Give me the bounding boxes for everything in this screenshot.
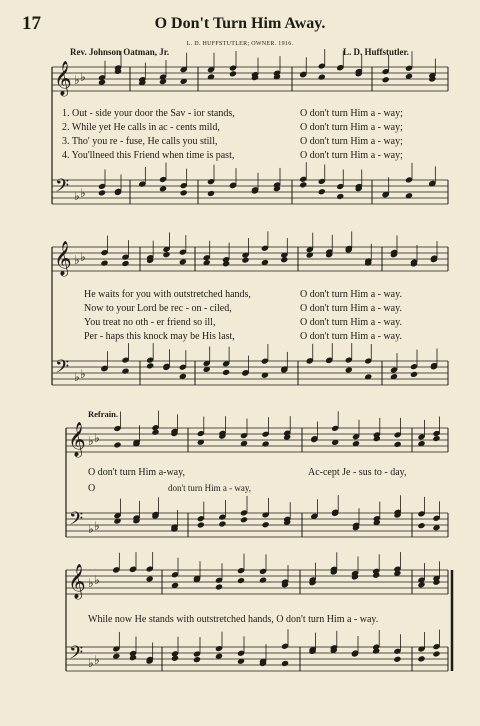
verse-1-line-c: He waits for you with outstretched hands, bbox=[84, 289, 251, 300]
hymn-title: O Don't Turn Him Away. bbox=[154, 15, 326, 32]
flat-icon: ♭ bbox=[80, 250, 86, 264]
hymn-number: 17 bbox=[22, 13, 41, 34]
system-3-bass bbox=[66, 513, 448, 537]
bass-clef-icon: 𝄢 bbox=[69, 509, 84, 534]
refrain-line-2a: O bbox=[88, 483, 96, 494]
flat-icon: ♭ bbox=[74, 253, 80, 267]
verse-3-line-d: O don't turn Him a - way. bbox=[300, 317, 402, 328]
flat-icon: ♭ bbox=[80, 367, 86, 381]
flat-icon: ♭ bbox=[88, 434, 94, 448]
verse-4-line-d: O don't turn Him a - way. bbox=[300, 331, 402, 342]
flat-icon: ♭ bbox=[94, 519, 100, 533]
treble-clef-icon: 𝄞 bbox=[68, 422, 86, 457]
verse-1-line-b: O don't turn Him a - way; bbox=[300, 108, 403, 119]
flat-icon: ♭ bbox=[74, 73, 80, 87]
treble-clef-icon: 𝄞 bbox=[54, 241, 72, 276]
system-3-treble bbox=[66, 428, 448, 452]
flat-icon: ♭ bbox=[74, 370, 80, 384]
verse-1-line-d: O don't turn Him a - way. bbox=[300, 289, 402, 300]
system-4-treble bbox=[66, 570, 448, 594]
verse-2-line-a: 2. While yet He calls in ac - cents mild, bbox=[62, 122, 220, 133]
flat-icon: ♭ bbox=[80, 186, 86, 200]
flat-icon: ♭ bbox=[88, 576, 94, 590]
treble-clef-icon: 𝄞 bbox=[68, 564, 86, 599]
verse-2-line-b: O don't turn Him a - way; bbox=[300, 122, 403, 133]
verse-4-line-a: 4. You'llneed this Friend when time is past, bbox=[62, 150, 235, 161]
verse-2-line-d: O don't turn Him a - way. bbox=[300, 303, 402, 314]
refrain-line-1b: Ac-cept Je - sus to - day, bbox=[308, 467, 407, 478]
verse-2-line-c: Now to your Lord be rec - on - ciled, bbox=[84, 303, 232, 314]
verse-1-line-a: 1. Out - side your door the Sav - ior stands, bbox=[62, 108, 235, 119]
flat-icon: ♭ bbox=[80, 70, 86, 84]
treble-clef-icon: 𝄞 bbox=[54, 61, 72, 96]
verse-3-line-c: You treat no oth - er friend so ill, bbox=[84, 317, 216, 328]
flat-icon: ♭ bbox=[94, 573, 100, 587]
refrain-label: Refrain. bbox=[88, 409, 118, 419]
refrain-line-1a: O don't turn Him a-way, bbox=[88, 467, 185, 478]
verse-3-line-b: O don't turn Him a - way; bbox=[300, 136, 403, 147]
system-2-bass bbox=[52, 361, 448, 385]
flat-icon: ♭ bbox=[88, 656, 94, 670]
lyricist-credit: Rev. Johnson Oatman, Jr. bbox=[70, 47, 170, 57]
composer-credit: L. D. Huffstutler. bbox=[343, 47, 409, 57]
flat-icon: ♭ bbox=[74, 189, 80, 203]
verse-3-line-a: 3. Tho' you re - fuse, He calls you still, bbox=[62, 136, 218, 147]
verse-4-line-b: O don't turn Him a - way; bbox=[300, 150, 403, 161]
system-2-treble bbox=[52, 247, 448, 271]
verse-4-line-c: Per - haps this knock may be His last, bbox=[84, 331, 235, 342]
flat-icon: ♭ bbox=[88, 522, 94, 536]
refrain-line-2b: don't turn Him a - way, bbox=[168, 483, 252, 493]
flat-icon: ♭ bbox=[94, 431, 100, 445]
copyright-notice: L. D. HUFFSTUTLER; OWNER. 1916. bbox=[186, 41, 294, 47]
refrain-final-line: While now He stands with outstretched hands, O don't turn Him a - way. bbox=[88, 614, 379, 625]
bass-clef-icon: 𝄢 bbox=[55, 176, 70, 201]
bass-clef-icon: 𝄢 bbox=[55, 357, 70, 382]
flat-icon: ♭ bbox=[94, 653, 100, 667]
bass-clef-icon: 𝄢 bbox=[69, 643, 84, 668]
system-4-bass bbox=[66, 647, 448, 671]
